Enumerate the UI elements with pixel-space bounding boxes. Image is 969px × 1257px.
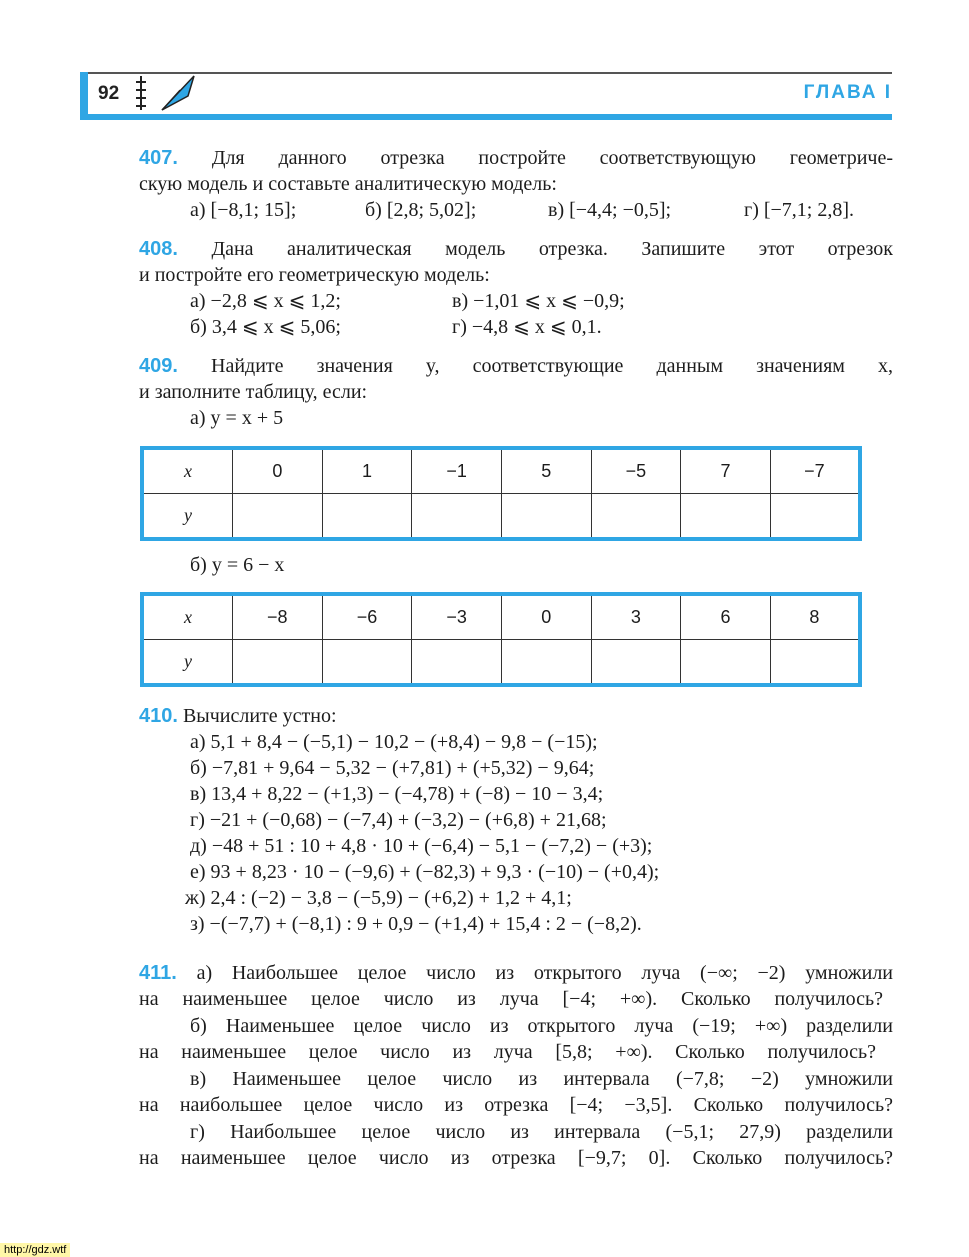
p409-line1	[139, 354, 893, 378]
spiral-binding-icon	[136, 76, 146, 110]
p408-line2: и постройте его геометрическую модель:	[139, 264, 490, 286]
p411-line	[139, 961, 893, 985]
p410-item: ж) 2,4 : (−2) − 3,8 − (−5,9) − (+6,2) + 1,2 + 4,1;	[185, 887, 572, 909]
table-cell-x: 7	[681, 448, 771, 494]
p410-item: д) −48 + 51 : 10 + 4,8 · 10 + (−6,4) − 5,1 − (−7,2) − (+3);	[190, 835, 653, 857]
p409-b-label: б) y = 6 − x	[190, 554, 285, 576]
p411-line: на наименьшее целое число из луча [−4; +∞). Сколько получилось?	[139, 988, 883, 1010]
p410-item: е) 93 + 8,23 · 10 − (−9,6) + (−82,3) + 9,3 · (−10) − (+0,4);	[190, 861, 660, 883]
p410-item: в) 13,4 + 8,22 − (+1,3) − (−4,78) + (−8) − 10 − 3,4;	[190, 783, 604, 805]
problem-number: 409.	[139, 355, 178, 377]
table-row-y	[142, 494, 860, 540]
table-row-y	[142, 640, 860, 686]
p411-line: на наибольшее целое число из отрезка [−4; −3,5]. Сколько получилось?	[139, 1094, 893, 1116]
table-cell-x: 6	[681, 594, 771, 640]
table-cell-y-empty	[233, 640, 323, 686]
p411-line: на наименьшее целое число из луча [5,8; +∞). Сколько получилось?	[139, 1041, 876, 1063]
table-y-header: y	[142, 640, 233, 686]
p407-c: в) [−4,4; −0,5];	[548, 199, 672, 221]
p408-c: в) −1,01 ⩽ x ⩽ −0,9;	[452, 290, 625, 312]
p407-line2: скую модель и составьте аналитическую модель:	[139, 173, 557, 195]
table-cell-x: −7	[770, 448, 860, 494]
table-cell-y-empty	[591, 494, 681, 540]
table-cell-x: −3	[412, 594, 502, 640]
table-cell-x: 0	[233, 448, 323, 494]
pencil-icon	[158, 74, 198, 112]
table-cell-x: 3	[591, 594, 681, 640]
p410-item: б) −7,81 + 9,64 − 5,32 − (+7,81) + (+5,32) − 9,64;	[190, 757, 595, 779]
p410-title-line	[139, 704, 337, 728]
p409-line2: и заполните таблицу, если:	[139, 381, 368, 403]
table-x-header: x	[142, 448, 233, 494]
p411-text: а) Наибольшее целое число из открытого луча (−∞; −2) умножили	[196, 962, 894, 984]
table-cell-y-empty	[681, 494, 771, 540]
table-cell-y-empty	[770, 640, 860, 686]
table-row-x	[142, 594, 860, 640]
p407-b: б) [2,8; 5,02];	[365, 199, 477, 221]
p408-b: б) 3,4 ⩽ x ⩽ 5,06;	[190, 316, 341, 338]
p407-line1	[139, 146, 893, 170]
watermark-link[interactable]: http://gdz.wtf	[0, 1243, 70, 1257]
problem-number: 411.	[139, 962, 177, 984]
p408-d: г) −4,8 ⩽ x ⩽ 0,1.	[452, 316, 602, 338]
table-cell-x: −8	[233, 594, 323, 640]
p411-line: на наименьшее целое число из отрезка [−9,7; 0]. Сколько получилось?	[139, 1147, 893, 1169]
table-x-header: x	[142, 594, 233, 640]
chapter-title: ГЛАВА I	[803, 82, 892, 103]
p411-line: г) Наибольшее целое число из интервала (−5,1; 27,9) разделили	[190, 1121, 893, 1143]
p409-a-label: а) y = x + 5	[190, 407, 284, 429]
p410-item: з) −(−7,7) + (−8,1) : 9 + 0,9 − (+1,4) + 15,4 : 2 − (−8,2).	[190, 913, 642, 935]
p410-item: г) −21 + (−0,68) − (−7,4) + (−3,2) − (+6,8) + 21,68;	[190, 809, 607, 831]
p410-item: а) 5,1 + 8,4 − (−5,1) − 10,2 − (+8,4) − 9,8 − (−15);	[190, 731, 598, 753]
page-number-text: 92	[98, 83, 120, 104]
table-cell-y-empty	[770, 494, 860, 540]
table-cell-y-empty	[322, 494, 412, 540]
table-cell-y-empty	[322, 640, 412, 686]
problem-number: 408.	[139, 238, 178, 260]
table-cell-y-empty	[233, 494, 323, 540]
values-table-a	[140, 446, 862, 541]
table-cell-x: −1	[412, 448, 502, 494]
table-cell-y-empty	[412, 494, 502, 540]
table-cell-y-empty	[501, 494, 591, 540]
values-table-b	[140, 592, 862, 687]
table-row-x	[142, 448, 860, 494]
p411-line: б) Наименьшее целое число из открытого луча (−19; +∞) разделили	[190, 1015, 893, 1037]
problem-number: 407.	[139, 147, 178, 169]
p409-text1: Найдите значения y, соответствующие данным значениям x,	[211, 355, 894, 377]
table-cell-x: 1	[322, 448, 412, 494]
problem-number: 410.	[139, 705, 178, 727]
table-cell-y-empty	[591, 640, 681, 686]
table-cell-x: 8	[770, 594, 860, 640]
table-cell-x: 0	[501, 594, 591, 640]
table-cell-y-empty	[501, 640, 591, 686]
table-y-header: y	[142, 494, 233, 540]
header-blue-line	[80, 114, 892, 120]
p407-a: а) [−8,1; 15];	[190, 199, 297, 221]
table-cell-x: −5	[591, 448, 681, 494]
p408-line1	[139, 237, 893, 261]
p407-text1: Для данного отрезка постройте соответствующую геометриче-	[211, 147, 894, 169]
p410-title: Вычислите устно:	[182, 705, 337, 727]
page-number	[80, 72, 130, 116]
header-frame	[80, 72, 892, 116]
table-cell-x: −6	[322, 594, 412, 640]
page-header	[80, 70, 892, 118]
p408-a: а) −2,8 ⩽ x ⩽ 1,2;	[190, 290, 341, 312]
table-cell-y-empty	[681, 640, 771, 686]
p408-text1: Дана аналитическая модель отрезка. Запишите этот отрезок	[211, 238, 893, 260]
p407-d: г) [−7,1; 2,8].	[744, 199, 855, 221]
p411-line: в) Наименьшее целое число из интервала (−7,8; −2) умножили	[190, 1068, 893, 1090]
table-cell-y-empty	[412, 640, 502, 686]
table-cell-x: 5	[501, 448, 591, 494]
